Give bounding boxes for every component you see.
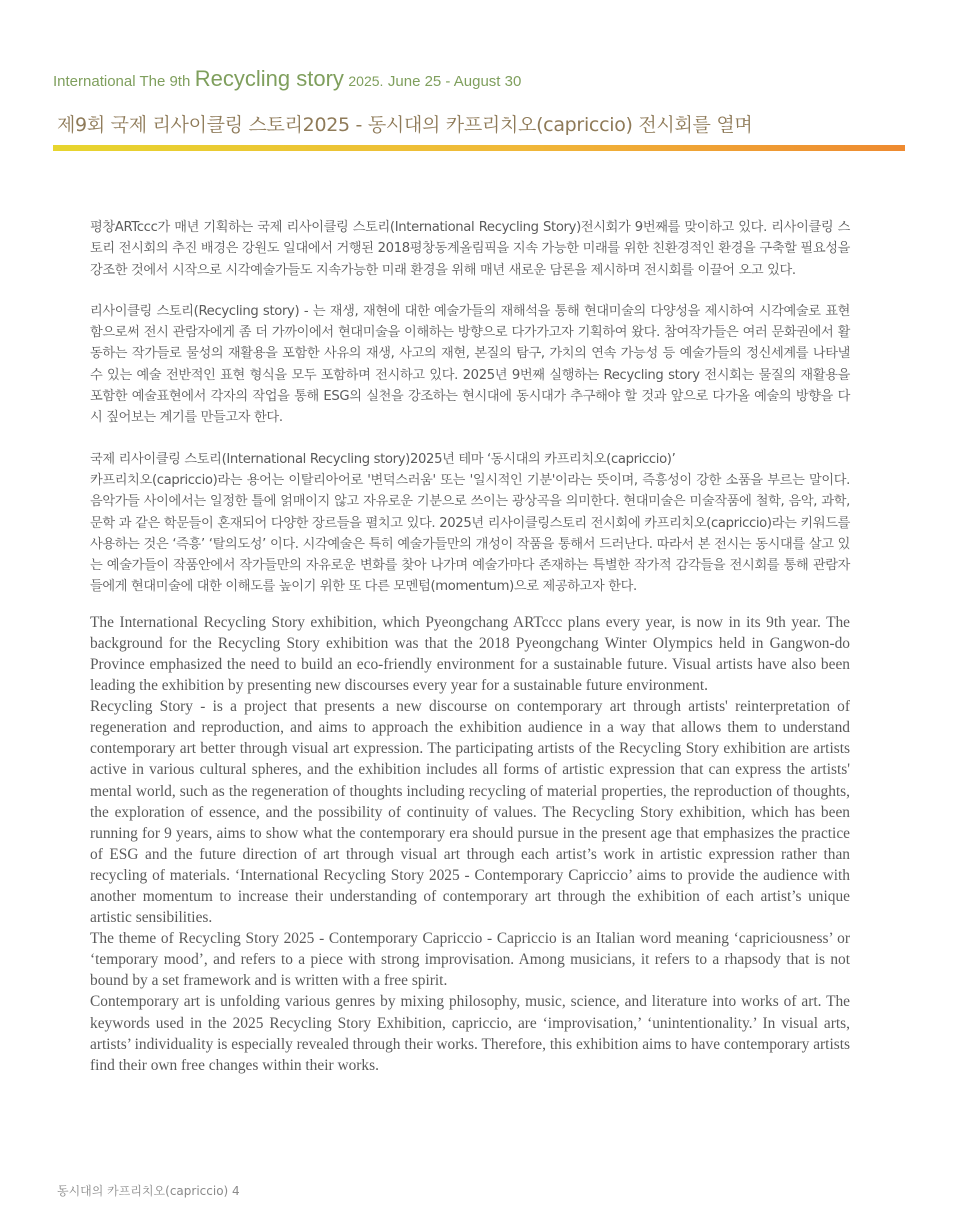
header-banner bbox=[53, 66, 521, 92]
article-body bbox=[90, 217, 850, 1076]
en-paragraph-1: The International Recycling Story exhibition, which Pyeongchang ARTccc plans every year, is now in its 9th year. The background for the Recycling Story exhibition was that the 2018 Pyeongchang Winter Olympics held in Gangwon-do Province emphasized the need to build an eco-friendly environment for a sustainable future. Visual artists have also been leading the exhibition by presenting new discourses every year for a sustainable future environment. bbox=[90, 613, 850, 695]
kr-paragraph-2: 리사이클링 스토리(Recycling story) - 는 재생, 재현에 대한 예술가들의 재해석을 통해 현대미술의 다양성을 제시하여 시각예술로 표현 함으로써 전시 관람자에게 좀 더 가까이에서 현대미술을 이해하는 방향으로 다가가고자 기획하여 왔다. 참여작가들은 여러 문화권에서 활동하는 작가들로 물성의 재활용을 포함한 사유의 재생, 사고의 재현, 본질의 탐구, 가치의 연속 가능성 등 예술가들의 정신세계를 나타낼 수 있는 예술 전반적인 표현 형식을 모두 포함하며 전시하고 있다. 2025년 9번째 실행하는 Recycling story 전시회는 물질의 재활용을 포함한 예술표현에서 각자의 작업을 통해 ESG의 실천을 강조하는 현시대에 동시대가 추구해야 할 것과 앞으로 다가올 예술의 방향을 다시 짚어보는 계기를 만들고자 한다. bbox=[90, 303, 850, 426]
page-footer: 동시대의 카프리치오(capriccio) 4 bbox=[57, 1184, 240, 1198]
kr-paragraph-3: 카프리치오(capriccio)라는 용어는 이탈리아어로 '변덕스러움' 또는 '일시적인 기분'이라는 뜻이며, 즉흥성이 강한 소품을 부르는 말이다. 음악가들 사이에서는 일정한 틀에 얽매이지 않고 자유로운 기분으로 쓰이는 광상곡을 의미한다. 현대미술은 미술작품에 철학, 음악, 과학, 문학 과 같은 학문들이 혼재되어 다양한 장르들을 펼치고 있다. 2025년 리사이클링스토리 전시회에 카프리치오(capriccio)라는 키워드를 사용하는 것은 ‘즉흥’ ‘탈의도성’ 이다. 시각예술은 특히 예술가들만의 개성이 작품을 통해서 드러난다. 따라서 본 전시는 동시대를 살고 있는 예술가들이 작품안에서 작가들만의 자유로운 변화를 찾아 나가며 예술가마다 존재하는 특별한 작가적 감각들을 전시회를 통해 관람자들에게 현대미술에 대한 이해도를 높이기 위한 또 다른 모멘텀(momentum)으로 제공하고자 한다. bbox=[90, 472, 850, 595]
kr-paragraph-1: 평창ARTccc가 매년 기획하는 국제 리사이클링 스토리(International Recycling Story)전시회가 9번째를 맞이하고 있다. 리사이클링 스토리 전시회의 추진 배경은 강원도 일대에서 거행된 2018평창동계올림픽을 지속 가능한 미래를 위한 친환경적인 환경을 구축할 필요성을 강조한 것에서 시작으로 시각예술가들도 지속가능한 미래 환경을 위해 매년 새로운 담론을 제시하며 전시회를 이끌어 오고 있다. bbox=[90, 220, 850, 278]
en-paragraph-4: Contemporary art is unfolding various genres by mixing philosophy, music, science, and literature into works of art. The keywords used in the 2025 Recycling Story Exhibition, capriccio, are ‘improvisation,’ ‘unintentionality.’ In visual arts, artists’ individuality is especially revealed through their works. Therefore, this exhibition aims to have contemporary artists find their own free changes within their works. bbox=[90, 993, 850, 1074]
page-title: 제9회 국제 리사이클링 스토리2025 - 동시대의 카프리치오(capriccio) 전시회를 열며 bbox=[57, 114, 753, 136]
header-dates: June 25 - August 30 bbox=[387, 73, 522, 90]
header-prefix: International The 9th bbox=[53, 73, 191, 90]
kr-theme-heading: 국제 리사이클링 스토리(International Recycling story)2025년 테마 ‘동시대의 카프리치오(capriccio)’ bbox=[90, 451, 676, 467]
header-year: 2025. bbox=[348, 73, 384, 89]
header-name: Recycling story bbox=[194, 66, 344, 91]
en-paragraph-2: Recycling Story - is a project that presents a new discourse on contemporary art through artists' reinterpretation of regeneration and reproduction, and aims to approach the exhibition audience in a way that allows them to understand contemporary art better through visual art expression. The participating artists of the Recycling Story exhibition are artists active in various cultural spheres, and the exhibition includes all forms of artistic expression that can express the artists' mental world, such as the regeneration of thoughts including recycling of material properties, the reproduction of thoughts, the exploration of essence, and the possibility of continuity of values. The Recycling Story exhibition, which has been running for 9 years, aims to show what the contemporary era should pursue in the present age that emphasizes the practice of ESG and the future direction of art through visual art through each artist’s work in artistic expression rather than recycling of materials. ‘International Recycling Story 2025 - Contemporary Capriccio’ aims to provide the audience with another momentum to increase their understanding of contemporary art through the exhibition of each artist’s unique artistic sensibilities. bbox=[90, 698, 850, 927]
en-paragraph-3: The theme of Recycling Story 2025 - Contemporary Capriccio - Capriccio is an Italian word meaning ‘capriciousness’ or ‘temporary mood’, and refers to a piece with strong improvisation. Among musicians, it refers to a rhapsody that is not bound by a set framework and is written with a free spirit. bbox=[90, 930, 850, 990]
header-divider-bar bbox=[53, 145, 905, 151]
